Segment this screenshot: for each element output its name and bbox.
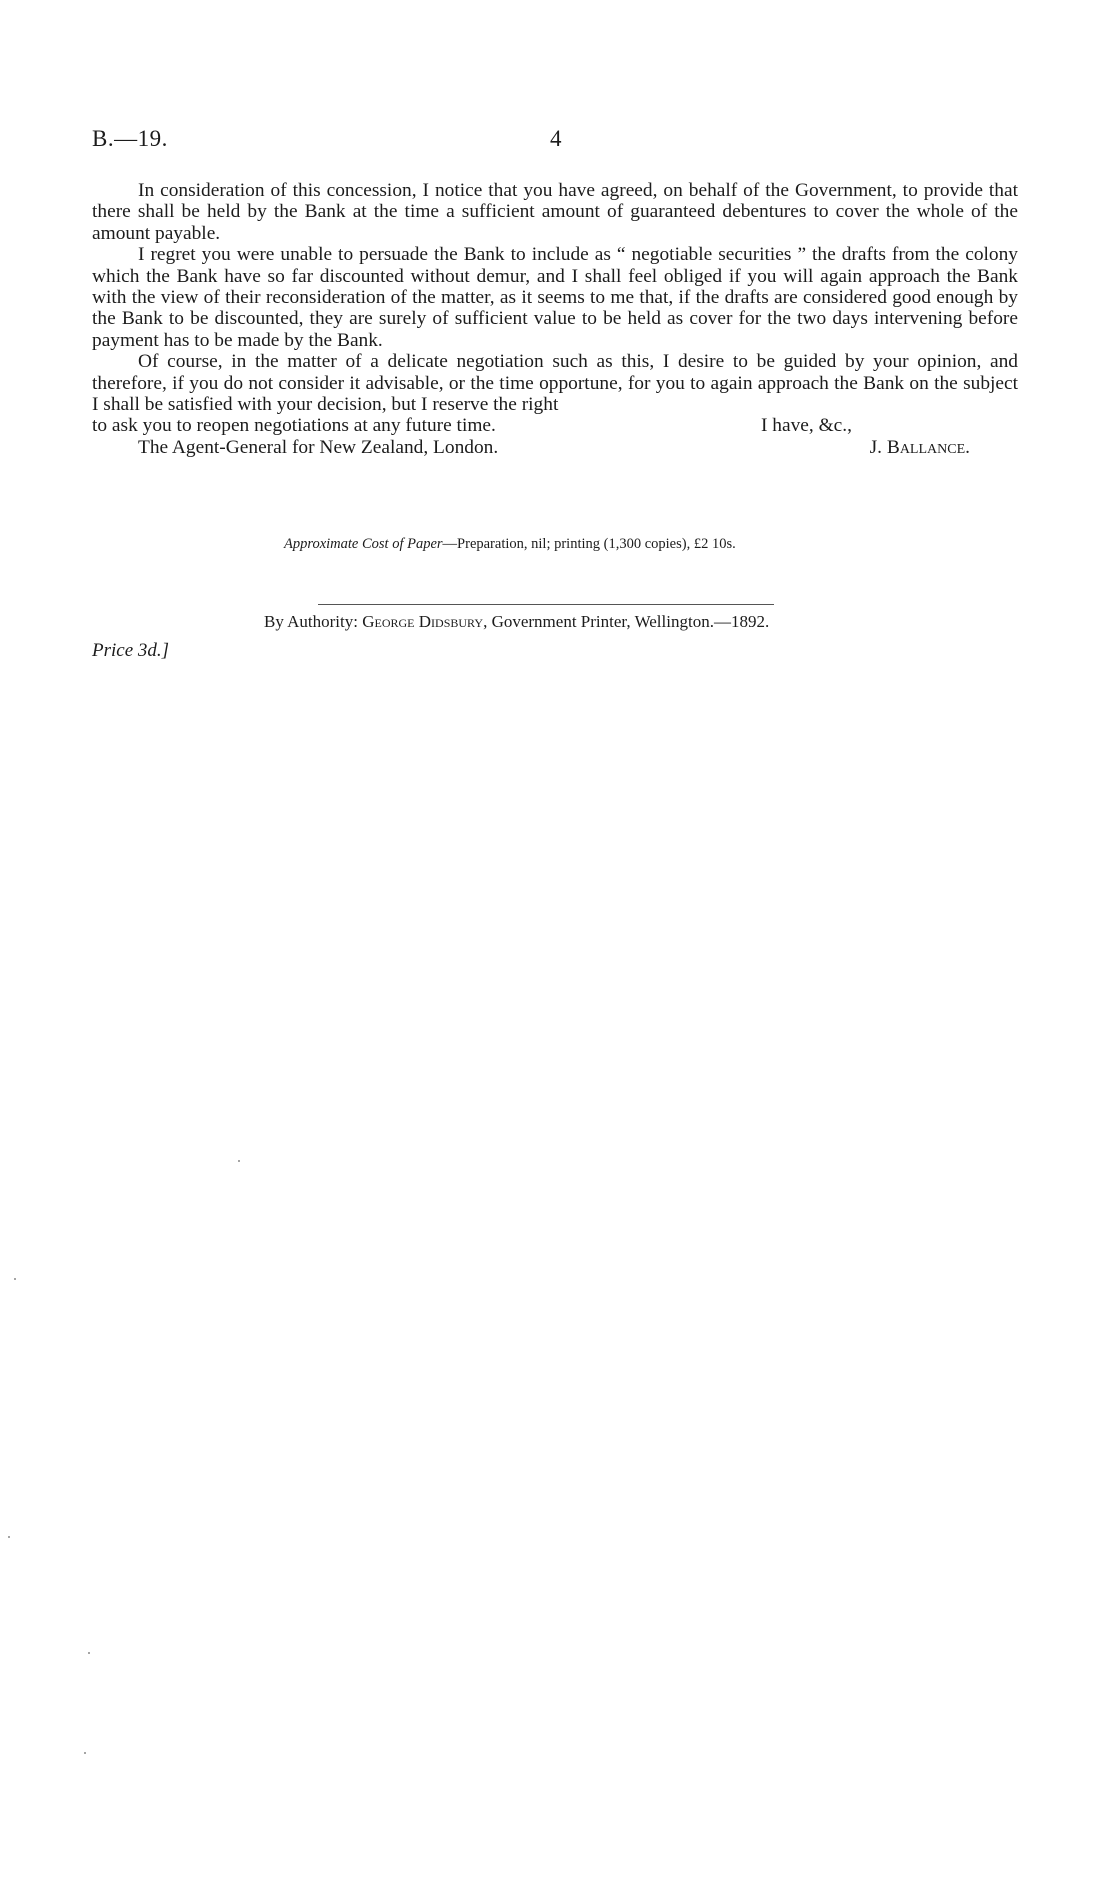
cost-note	[284, 536, 736, 553]
scan-speck	[8, 1536, 10, 1538]
letter-body	[92, 180, 1018, 458]
separator-rule	[318, 604, 774, 605]
paragraph-drafts: I regret you were unable to persuade the Bank to include as “ negotiable securities ” the drafts from the colony which the Bank have so far discounted without demur, and I shall feel obliged if you will again approach the Bank with the view of their reconsideration of the matter, as it seems to me that, if the drafts are considered good enough by the Bank to be discounted, they are surely of sufficient value to be held as cover for the two days intervening before payment has to be made by the Bank.	[92, 244, 1018, 351]
printer-imprint	[264, 612, 769, 632]
printer-name: George Didsbury	[362, 612, 484, 631]
cost-detail: —Preparation, nil; printing (1,300 copies), £2 10s.	[442, 536, 736, 552]
scan-speck	[88, 1652, 90, 1654]
price-note: Price 3d.]	[92, 640, 170, 661]
page-number: 4	[550, 126, 562, 151]
imprint-suffix: , Government Printer, Wellington.—1892.	[483, 612, 770, 631]
paragraph-negotiation: Of course, in the matter of a delicate negotiation such as this, I desire to be guided by your opinion, and therefore, if you do not consider it advisable, or the time opportune, for you to again approach the Bank on the subject I shall be satisfied with your decision, but I reserve the right	[92, 351, 1018, 416]
cost-label: Approximate Cost of Paper	[284, 536, 443, 552]
closing-row	[92, 415, 1018, 436]
imprint-prefix: By Authority:	[264, 612, 358, 631]
addressee-row	[92, 437, 1018, 458]
addressee: The Agent-General for New Zealand, London.	[138, 436, 499, 458]
paragraph-concession: In consideration of this concession, I notice that you have agreed, on behalf of the Government, to provide that there shall be held by the Bank at the time a sufficient amount of guaranteed debentures to cover the whole of the amount payable.	[92, 180, 1018, 244]
scan-speck	[238, 1160, 240, 1162]
valediction: I have, &c.,	[761, 415, 852, 437]
signature: J. Ballance.	[869, 436, 970, 458]
scan-speck	[84, 1752, 86, 1754]
document-reference: B.—19.	[92, 126, 168, 151]
scan-speck	[14, 1278, 16, 1280]
closing-line: to ask you to reopen negotiations at any future time.	[92, 415, 496, 437]
